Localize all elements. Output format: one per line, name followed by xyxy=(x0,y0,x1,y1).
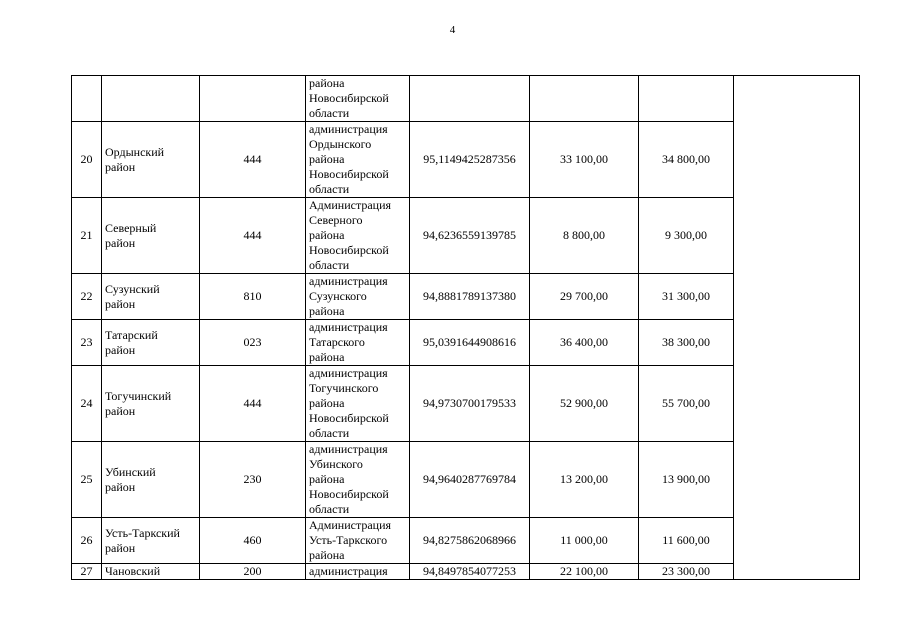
administration-line: района xyxy=(309,396,345,410)
coefficient-cell: 94,8881789137380 xyxy=(410,274,530,320)
administration-line: Сузунского xyxy=(309,289,367,303)
administration-line: Администрация xyxy=(309,198,392,212)
row-number xyxy=(72,76,102,122)
amount-1-cell: 36 400,00 xyxy=(530,320,639,366)
administration-line: Новосибирской xyxy=(309,91,389,105)
administration-line: области xyxy=(309,258,350,272)
amount-1-cell: 33 100,00 xyxy=(530,122,639,198)
amount-2-cell: 31 300,00 xyxy=(639,274,734,320)
district-name-line: Тогучинский xyxy=(105,388,172,403)
amount-1-cell: 13 200,00 xyxy=(530,442,639,518)
district-name-line: район xyxy=(105,235,136,250)
administration-cell xyxy=(306,518,410,564)
administration-cell xyxy=(306,442,410,518)
code-cell: 200 xyxy=(200,564,306,580)
code-cell: 810 xyxy=(200,274,306,320)
amount-2-cell: 9 300,00 xyxy=(639,198,734,274)
administration-line: района xyxy=(309,350,345,364)
coefficient-cell: 94,9640287769784 xyxy=(410,442,530,518)
administration-line: Ордынского xyxy=(309,137,372,151)
row-number: 24 xyxy=(72,366,102,442)
administration-cell xyxy=(306,122,410,198)
row-number: 23 xyxy=(72,320,102,366)
amount-1-cell: 8 800,00 xyxy=(530,198,639,274)
budget-table xyxy=(71,75,860,580)
code-cell: 230 xyxy=(200,442,306,518)
row-number: 21 xyxy=(72,198,102,274)
administration-line: района xyxy=(309,472,345,486)
amount-2-cell: 13 900,00 xyxy=(639,442,734,518)
administration-line: Новосибирской xyxy=(309,487,389,501)
coefficient-cell: 95,1149425287356 xyxy=(410,122,530,198)
amount-2-cell: 38 300,00 xyxy=(639,320,734,366)
coefficient-cell: 94,8497854077253 xyxy=(410,564,530,580)
administration-line: администрация xyxy=(309,442,388,456)
code-cell: 023 xyxy=(200,320,306,366)
administration-line: Татарского xyxy=(309,335,365,349)
amount-1-cell: 52 900,00 xyxy=(530,366,639,442)
coefficient-cell xyxy=(410,76,530,122)
coefficient-cell: 95,0391644908616 xyxy=(410,320,530,366)
administration-line: района xyxy=(309,76,345,90)
extra-column-cell xyxy=(734,76,860,580)
district-name xyxy=(102,198,200,274)
administration-line: Тогучинского xyxy=(309,381,379,395)
district-name-line: Татарский xyxy=(105,327,158,342)
coefficient-cell: 94,6236559139785 xyxy=(410,198,530,274)
amount-1-cell: 29 700,00 xyxy=(530,274,639,320)
administration-cell xyxy=(306,198,410,274)
administration-line: Новосибирской xyxy=(309,167,389,181)
administration-cell xyxy=(306,366,410,442)
code-cell: 444 xyxy=(200,122,306,198)
administration-line: Северного xyxy=(309,213,363,227)
administration-line: Новосибирской xyxy=(309,411,389,425)
district-name-line: Сузунский xyxy=(105,281,160,296)
amount-2-cell: 11 600,00 xyxy=(639,518,734,564)
district-name-line: район xyxy=(105,159,136,174)
district-name xyxy=(102,442,200,518)
amount-2-cell: 34 800,00 xyxy=(639,122,734,198)
page-number: 4 xyxy=(449,24,456,36)
coefficient-cell: 94,9730700179533 xyxy=(410,366,530,442)
administration-line: района xyxy=(309,152,345,166)
administration-line: области xyxy=(309,502,350,516)
administration-line: администрация xyxy=(309,564,388,578)
administration-line: области xyxy=(309,182,350,196)
administration-line: администрация xyxy=(309,274,388,288)
administration-line: Убинского xyxy=(309,457,363,471)
district-name-line: район xyxy=(105,296,136,311)
district-name-line: район xyxy=(105,403,136,418)
administration-line: района xyxy=(309,548,345,562)
table-row xyxy=(72,76,860,122)
district-name xyxy=(102,564,200,580)
district-name-line: Чановский xyxy=(105,564,161,578)
amount-1-cell xyxy=(530,76,639,122)
amount-2-cell: 23 300,00 xyxy=(639,564,734,580)
district-name-line: район xyxy=(105,479,136,494)
district-name xyxy=(102,76,200,122)
district-name-line: Ордынский xyxy=(105,144,165,159)
code-cell: 444 xyxy=(200,366,306,442)
row-number: 25 xyxy=(72,442,102,518)
administration-line: области xyxy=(309,426,350,440)
district-name-line: район xyxy=(105,540,136,555)
administration-cell xyxy=(306,274,410,320)
coefficient-cell: 94,8275862068966 xyxy=(410,518,530,564)
administration-line: Новосибирской xyxy=(309,243,389,257)
district-name-line: Убинский xyxy=(105,464,156,479)
code-cell: 444 xyxy=(200,198,306,274)
amount-2-cell xyxy=(639,76,734,122)
district-name xyxy=(102,366,200,442)
district-name xyxy=(102,122,200,198)
district-name-line: Северный xyxy=(105,220,157,235)
administration-line: администрация xyxy=(309,320,388,334)
administration-line: района xyxy=(309,304,345,318)
row-number: 27 xyxy=(72,564,102,580)
amount-1-cell: 22 100,00 xyxy=(530,564,639,580)
row-number: 20 xyxy=(72,122,102,198)
amount-1-cell: 11 000,00 xyxy=(530,518,639,564)
administration-line: Усть-Таркского xyxy=(309,533,388,547)
administration-line: администрация xyxy=(309,366,388,380)
administration-line: района xyxy=(309,228,345,242)
district-name xyxy=(102,518,200,564)
district-name-line: Усть-Таркский xyxy=(105,525,180,540)
row-number: 26 xyxy=(72,518,102,564)
code-cell: 460 xyxy=(200,518,306,564)
district-name-line: район xyxy=(105,342,136,357)
code-cell xyxy=(200,76,306,122)
administration-line: Администрация xyxy=(309,518,392,532)
administration-cell xyxy=(306,564,410,580)
amount-2-cell: 55 700,00 xyxy=(639,366,734,442)
district-name xyxy=(102,274,200,320)
administration-cell xyxy=(306,320,410,366)
administration-cell xyxy=(306,76,410,122)
administration-line: области xyxy=(309,106,350,120)
administration-line: администрация xyxy=(309,122,388,136)
district-name xyxy=(102,320,200,366)
row-number: 22 xyxy=(72,274,102,320)
